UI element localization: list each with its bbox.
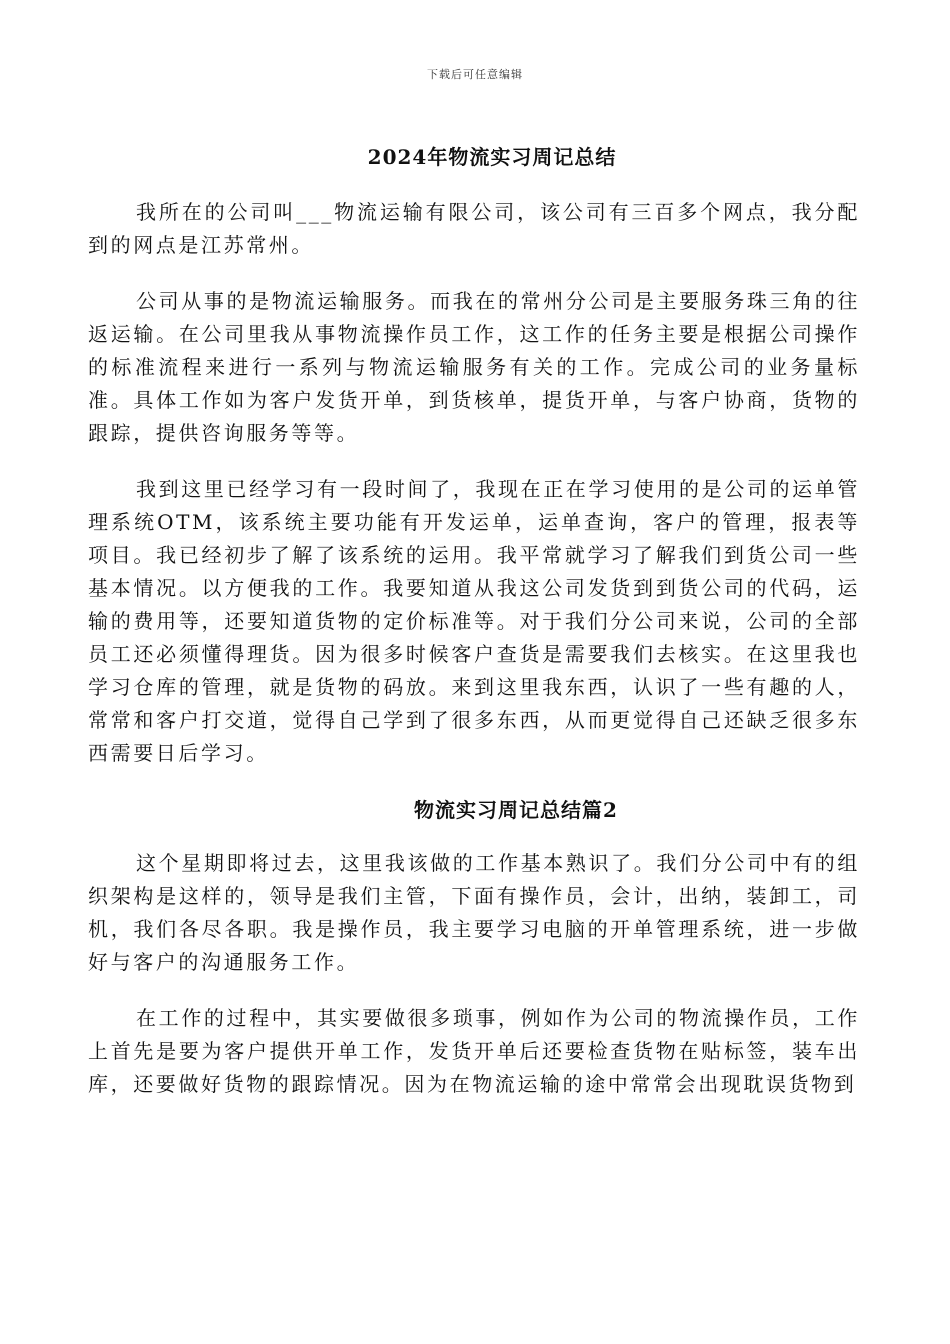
paragraph: 在工作的过程中，其实要做很多琐事，例如作为公司的物流操作员，工作上首先是要为客户提供开单工作，发货开单后还要检查货物在贴标签，装车出库，还要做好货物的跟踪情况。因为在物流运输的途中常常会出现耽误货物到 <box>88 1006 860 1096</box>
paragraph: 这个星期即将过去，这里我该做的工作基本熟识了。我们分公司中有的组织架构是这样的，领导是我们主管，下面有操作员，会计，出纳，装卸工，司机，我们各尽各职。我是操作员，我主要学习电脑的开单管理系统，进一步做好与客户的沟通服务工作。 <box>88 851 860 974</box>
paragraph: 我所在的公司叫___物流运输有限公司，该公司有三百多个网点，我分配到的网点是江苏常州。 <box>88 200 860 257</box>
document-body <box>88 140 860 1124</box>
document-title: 2024年物流实习周记总结 <box>367 145 617 169</box>
header-note: 下载后可任意编辑 <box>427 68 523 81</box>
paragraph: 公司从事的是物流运输服务。而我在的常州分公司是主要服务珠三角的往返运输。在公司里我从事物流操作员工作，这工作的任务主要是根据公司操作的标准流程来进行一系列与物流运输服务有关的工作。完成公司的业务量标准。具体工作如为客户发货开单，到货核单，提货开单，与客户协商，货物的跟踪，提供咨询服务等等。 <box>88 289 860 445</box>
section-title: 物流实习周记总结篇2 <box>414 798 618 822</box>
paragraph: 我到这里已经学习有一段时间了，我现在正在学习使用的是公司的运单管理系统OTM，该系统主要功能有开发运单，运单查询，客户的管理，报表等项目。我已经初步了解了该系统的运用。我平常就学习了解我们到货公司一些基本情况。以方便我的工作。我要知道从我这公司发货到到货公司的代码，运输的费用等，还要知道货物的定价标准等。对于我们分公司来说，公司的全部员工还必须懂得理货。因为很多时候客户查货是需要我们去核实。在这里我也学习仓库的管理，就是货物的码放。来到这里我东西，认识了一些有趣的人，常常和客户打交道，觉得自己学到了很多东西，从而更觉得自己还缺乏很多东西需要日后学习。 <box>88 477 860 765</box>
